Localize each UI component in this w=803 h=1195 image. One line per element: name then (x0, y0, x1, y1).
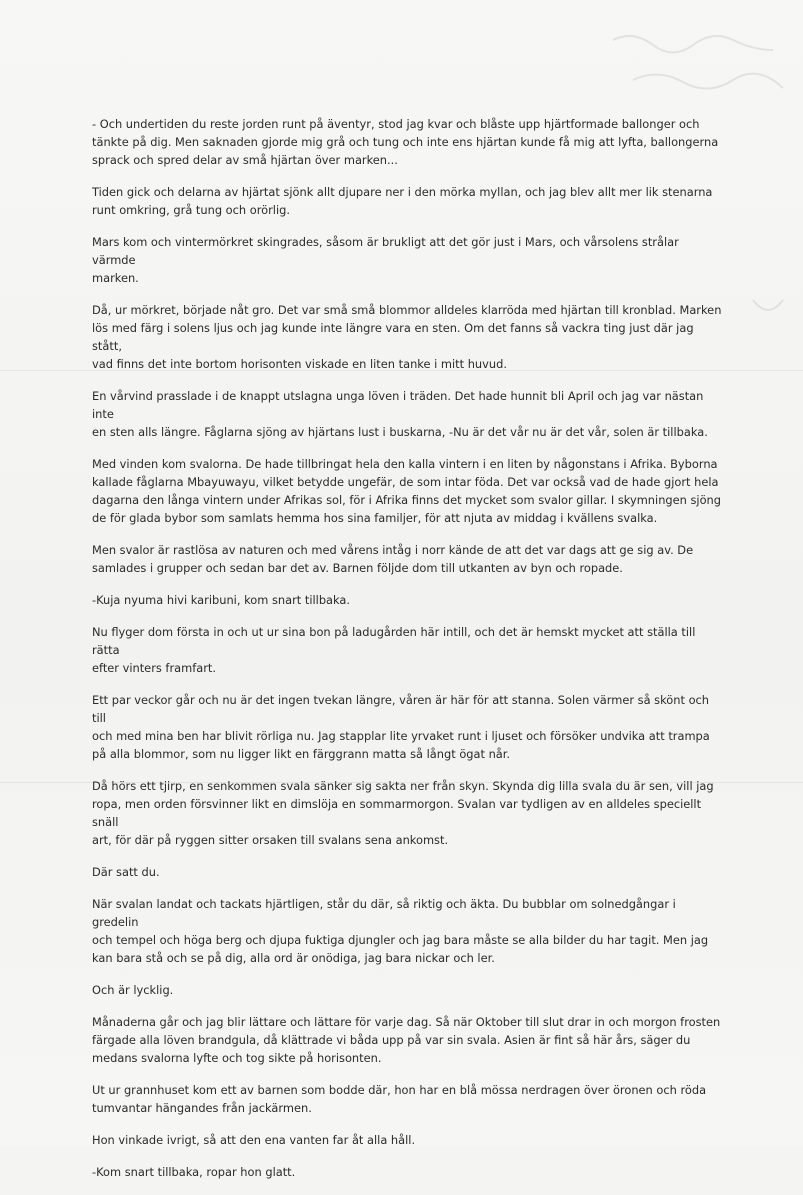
paragraph: Då, ur mörkret, började nåt gro. Det var små små blommor alldeles klarröda med hjärtan till kronblad. Marken lös med färg i solens ljus och jag kunde inte längre vara en sten. Om det fanns så vackra ting just där jag stått, vad finns det inte bortom horisonten viskade en liten tanke i mitt huvud. (92, 303, 722, 371)
paragraph: Ut ur grannhuset kom ett av barnen som bodde där, hon har en blå mössa nerdragen över öronen och röda tumvantar hängandes från jackärmen. (92, 1083, 707, 1115)
paragraph: Och är lycklig. (92, 983, 174, 997)
paragraph: Hon vinkade ivrigt, så att den ena vanten far åt alla håll. (92, 1133, 416, 1147)
paragraph: -Kom snart tillbaka, ropar hon glatt. (92, 1165, 296, 1179)
paragraph: Där satt du. (92, 865, 160, 879)
paragraph: När svalan landat och tackats hjärtligen, står du där, så riktig och äkta. Du bubblar om solnedgångar i gredelin och tempel och höga berg och djupa fuktiga djungler och jag bara måste se alla bilder du har tagit. Men jag kan bara stå och se på dig, alla ord är onödiga, jag bara nickar och ler. (92, 897, 709, 965)
paragraph: -Kuja nyuma hivi karibuni, kom snart tillbaka. (92, 593, 351, 607)
paragraph: Ett par veckor går och nu är det ingen tvekan längre, våren är här för att stanna. Solen värmer så skönt och till och med mina ben har blivit rörliga nu. Jag stapplar lite yrvaket runt i ljuset och försöker undvika att trampa på alla blommor, som nu ligger likt en färggrann matta så långt ögat når. (92, 693, 710, 761)
paragraph: Nu flyger dom första in och ut ur sina bon på ladugården här intill, och det är hemskt mycket att ställa till rätta efter vinters framfart. (92, 625, 696, 675)
paragraph: - Och undertiden du reste jorden runt på äventyr, stod jag kvar och blåste upp hjärtformade ballonger och tänkte på dig. Men saknaden gjorde mig grå och tung och inte ens hjärtan kunde få mig att lyfta, ballongerna sprack och spred delar av små hjärtan över marken... (92, 117, 719, 167)
paragraph: Men svalor är rastlösa av naturen och med vårens intåg i norr kände de att det var dags att ge sig av. De samlades i grupper och sedan bar det av. Barnen följde dom till utkanten av byn och ropade. (92, 543, 694, 575)
paragraph: Med vinden kom svalorna. De hade tillbringat hela den kalla vintern i en liten by någonstans i Afrika. Byborna kallade fåglarna Mbayuwayu, vilket betydde ungefär, de som intar föda. Det var också vad de hade gjort hela dagarna den långa vintern under Afrikas sol, för i Afrika finns det mycket som svalor gillar. I skymningen sjöng de för glada bybor som samlats hemma hos sina familjer, för att njuta av middag i kvällens svalka. (92, 457, 722, 525)
paragraph: Då hörs ett tjirp, en senkommen svala sänker sig sakta ner från skyn. Skynda dig lilla svala du är sen, vill jag ropa, men orden försvinner likt en dimslöja en sommarmorgon. Svalan var tydligen av en alldeles speciellt snäll art, för där på ryggen sitter orsaken till svalans sena ankomst. (92, 779, 714, 847)
document-body (92, 115, 722, 1195)
paragraph: Månaderna går och jag blir lättare och lättare för varje dag. Så när Oktober till slut drar in och morgon frosten färgade alla löven brandgula, då klättrade vi båda upp på var sin svala. Asien är fint så här års, säger du medans svalorna lyfte och tog sikte på horisonten. (92, 1015, 721, 1065)
paragraph: En vårvind prasslade i de knappt utslagna unga löven i träden. Det hade hunnit bli April och jag var nästan inte en sten alls längre. Fåglarna sjöng av hjärtans lust i buskarna, -Nu är det vår nu är det vår, solen är tillbaka. (92, 389, 708, 439)
paragraph: Tiden gick och delarna av hjärtat sjönk allt djupare ner i den mörka myllan, och jag blev allt mer lik stenarna runt omkring, grå tung och orörlig. (92, 185, 713, 217)
paragraph: Mars kom och vintermörkret skingrades, såsom är brukligt att det gör just i Mars, och vårsolens strålar värmde marken. (92, 235, 679, 285)
